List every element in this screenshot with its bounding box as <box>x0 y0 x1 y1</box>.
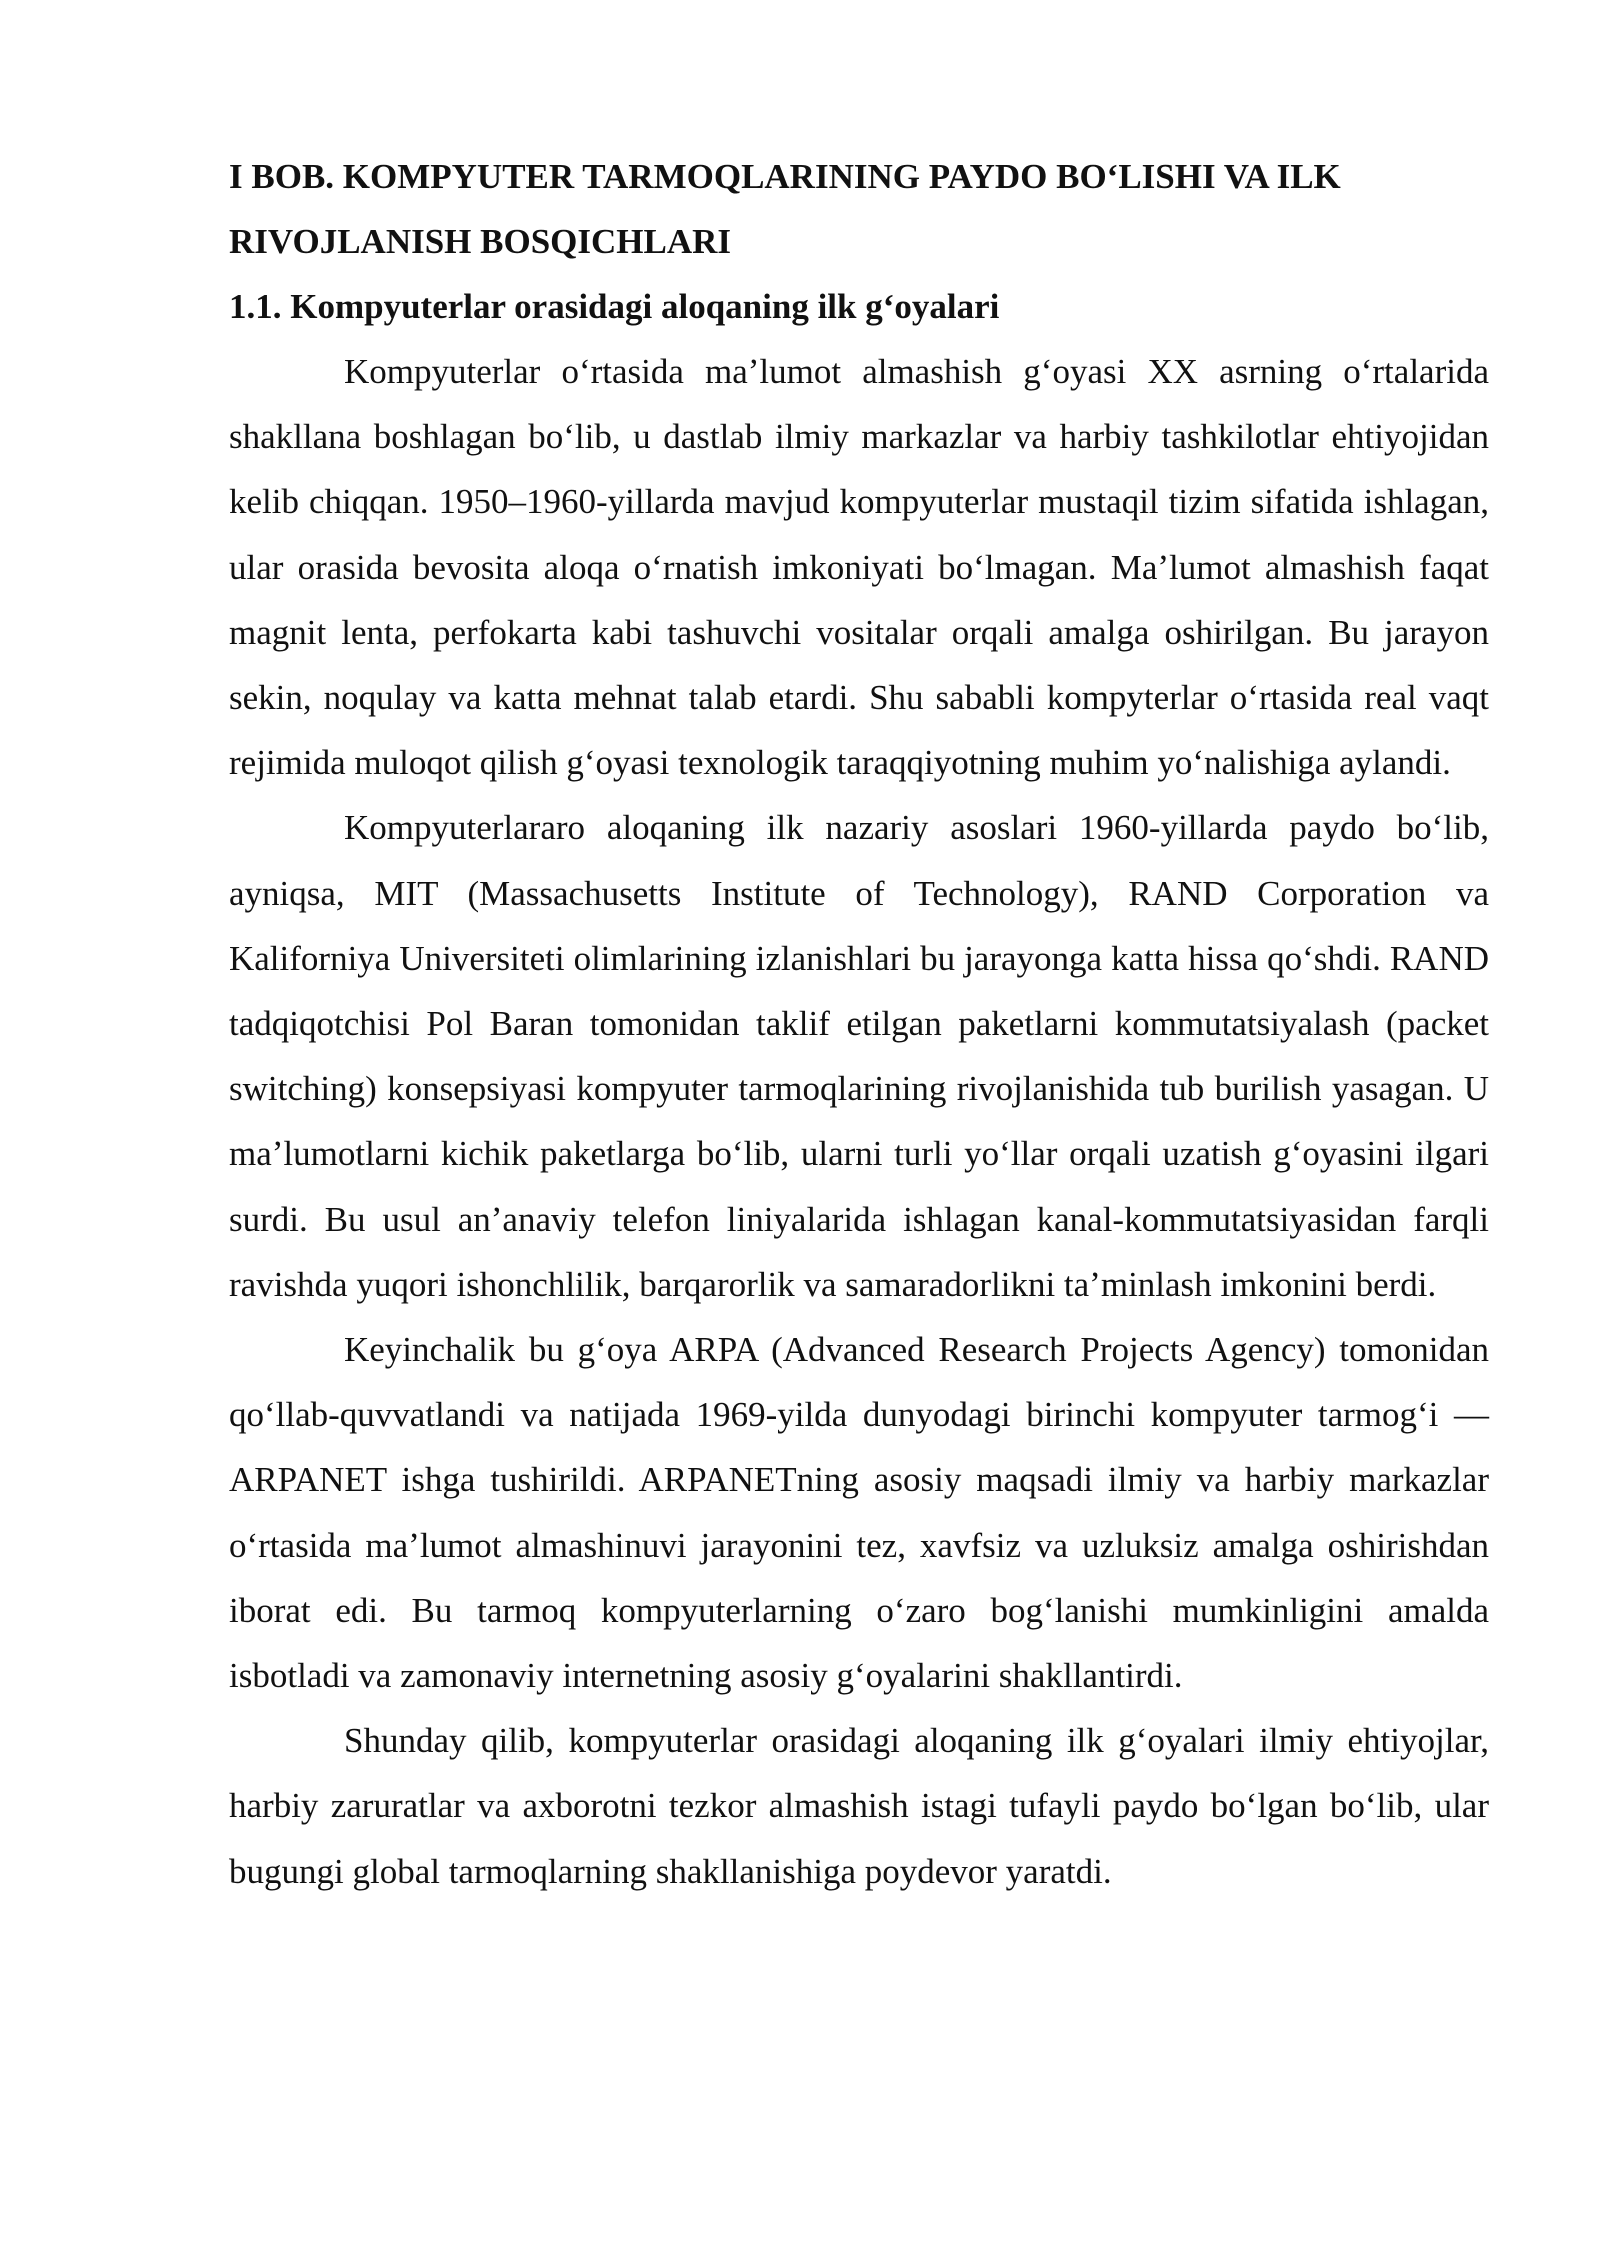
paragraph-1: Kompyuterlar oʻrtasida maʼlumot almashish gʻoyasi XX asrning oʻrtalarida shakllana boshlagan boʻlib, u dastlab ilmiy markazlar va harbiy tashkilotlar ehtiyojidan kelib chiqqan. 1950–1960-yillarda mavjud kompyuterlar mustaqil tizim sifatida ishlagan, ular orasida bevosita aloqa oʻrnatish imkoniyati boʻlmagan. Maʼlumot almashish faqat magnit lenta, perfokarta kabi tashuvchi vositalar orqali amalga oshirilgan. Bu jarayon sekin, noqulay va katta mehnat talab etardi. Shu sababli kompyterlar oʻrtasida real vaqt rejimida muloqot qilish gʻoyasi texnologik taraqqiyotning muhim yoʻnalishiga aylandi. <box>229 352 1489 783</box>
paragraph-4: Shunday qilib, kompyuterlar orasidagi aloqaning ilk gʻoyalari ilmiy ehtiyojlar, harbiy zaruratlar va axborotni tezkor almashish istagi tufayli paydo boʻlgan boʻlib, ular bugungi global tarmoqlarning shakllanishiga poydevor yaratdi. <box>229 1721 1489 1891</box>
document-page <box>229 144 1489 1904</box>
chapter-title: I BOB. KOMPYUTER TARMOQLARINING PAYDO BOʻLISHI VA ILK RIVOJLANISH BOSQICHLARI <box>229 157 1341 261</box>
paragraph-3: Keyinchalik bu gʻoya ARPA (Advanced Research Projects Agency) tomonidan qoʻllab-quvvatlandi va natijada 1969-yilda dunyodagi birinchi kompyuter tarmogʻi — ARPANET ishga tushirildi. ARPANETning asosiy maqsadi ilmiy va harbiy markazlar oʻrtasida maʼlumot almashinuvi jarayonini tez, xavfsiz va uzluksiz amalga oshirishdan iborat edi. Bu tarmoq kompyuterlarning oʻzaro bogʻlanishi mumkinligini amalda isbotladi va zamonaviy internetning asosiy gʻoyalarini shakllantirdi. <box>229 1330 1489 1696</box>
section-title: 1.1. Kompyuterlar orasidagi aloqaning ilk gʻoyalari <box>229 287 1000 326</box>
paragraph-2: Kompyuterlararo aloqaning ilk nazariy asoslari 1960-yillarda paydo boʻlib, ayniqsa, MIT (Massachusetts Institute of Technology), RAND Corporation va Kaliforniya Universiteti olimlarining izlanishlari bu jarayonga katta hissa qoʻshdi. RAND tadqiqotchisi Pol Baran tomonidan taklif etilgan paketlarni kommutatsiyalash (packet switching) konsepsiyasi kompyuter tarmoqlarining rivojlanishida tub burilish yasagan. U maʼlumotlarni kichik paketlarga boʻlib, ularni turli yoʻllar orqali uzatish gʻoyasini ilgari surdi. Bu usul anʼanaviy telefon liniyalarida ishlagan kanal-kommutatsiyasidan farqli ravishda yuqori ishonchlilik, barqarorlik va samaradorlikni taʼminlash imkonini berdi. <box>229 808 1489 1304</box>
